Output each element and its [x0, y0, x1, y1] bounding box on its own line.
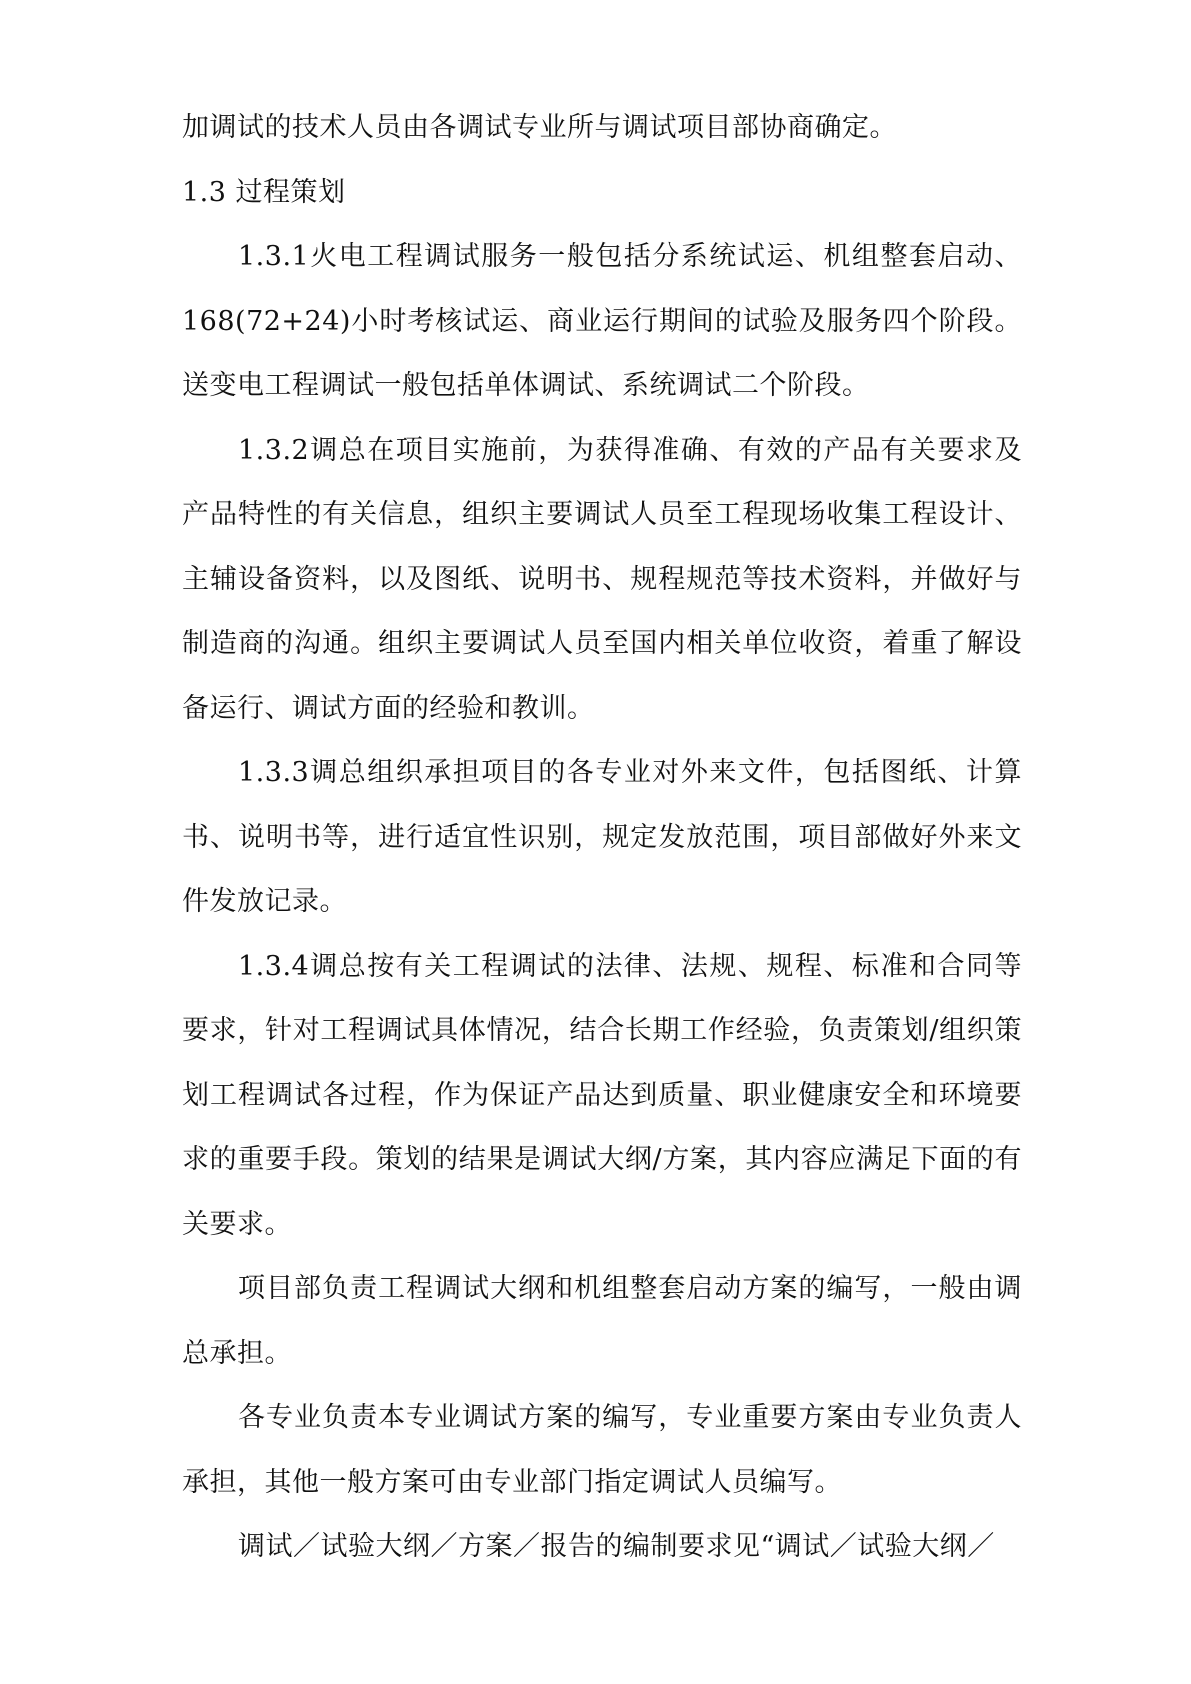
paragraph-specialties: 各专业负责本专业调试方案的编写，专业重要方案由专业负责人承担，其他一般方案可由专业部门指定调试人员编写。	[182, 1402, 1022, 1498]
paragraph-1-3-2: 1.3.2调总在项目实施前，为获得准确、有效的产品有关要求及产品特性的有关信息，组织主要调试人员至工程现场收集工程设计、主辅设备资料，以及图纸、说明书、规程规范等技术资料，并做好与制造商的沟通。组织主要调试人员至国内相关单位收资，着重了解设备运行、调试方面的经验和教训。	[182, 434, 1022, 724]
paragraph-project-dept: 项目部负责工程调试大纲和机组整套启动方案的编写，一般由调总承担。	[182, 1273, 1022, 1369]
paragraph-requirements: 调试／试验大纲／方案／报告的编制要求见“调试／试验大纲／	[238, 1531, 995, 1562]
paragraph-1-3-3: 1.3.3调总组织承担项目的各专业对外来文件，包括图纸、计算书、说明书等，进行适宜性识别，规定发放范围，项目部做好外来文件发放记录。	[182, 757, 1022, 917]
section-heading-1-3: 1.3 过程策划	[182, 176, 346, 208]
paragraph-1-3-4: 1.3.4调总按有关工程调试的法律、法规、规程、标准和合同等要求，针对工程调试具体情况，结合长期工作经验，负责策划/组织策划工程调试各过程，作为保证产品达到质量、职业健康安全和环境要求的重要手段。策划的结果是调试大纲/方案，其内容应满足下面的有关要求。	[182, 950, 1022, 1240]
document-body	[182, 96, 1022, 1580]
paragraph-continued: 加调试的技术人员由各调试专业所与调试项目部协商确定。	[182, 112, 897, 143]
paragraph-1-3-1: 1.3.1火电工程调试服务一般包括分系统试运、机组整套启动、168(72+24)小时考核试运、商业运行期间的试验及服务四个阶段。送变电工程调试一般包括单体调试、系统调试二个阶段。	[182, 241, 1022, 401]
